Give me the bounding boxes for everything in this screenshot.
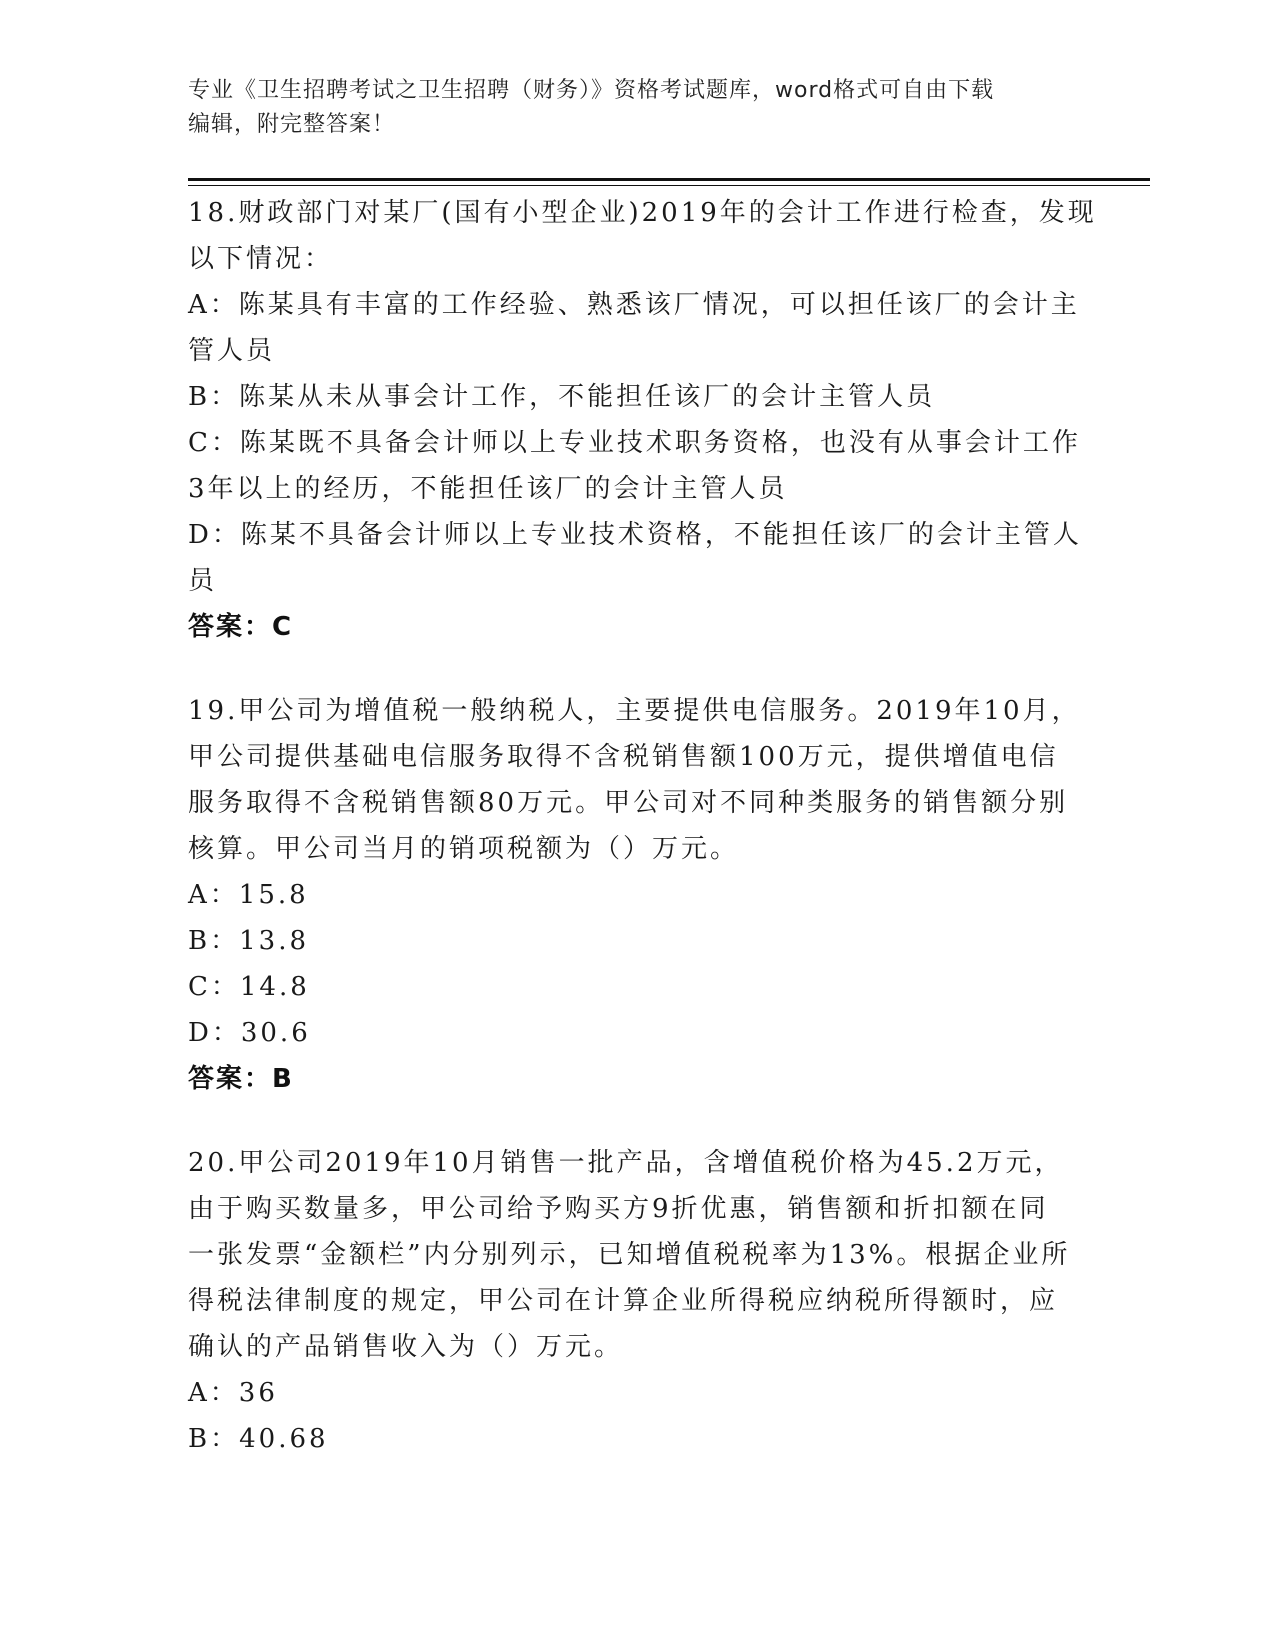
question-stem-line: 服务取得不含税销售额80万元。甲公司对不同种类服务的销售额分别: [188, 788, 1069, 818]
header-divider-thick: [188, 178, 1150, 181]
header-divider-thin: [188, 185, 1150, 186]
option-a: A：陈某具有丰富的工作经验、熟悉该厂情况，可以担任该厂的会计主: [188, 290, 1080, 320]
question-stem-line: 一张发票“金额栏”内分别列示，已知增值税税率为13%。根据企业所: [188, 1240, 1071, 1270]
question-stem-line: 20.甲公司2019年10月销售一批产品，含增值税价格为45.2万元，: [188, 1148, 1064, 1178]
option-b: B：13.8: [188, 926, 309, 956]
question-list: [188, 190, 1097, 1462]
question-stem-line: 核算。甲公司当月的销项税额为（）万元。: [188, 834, 740, 864]
option-c: C：陈某既不具备会计师以上专业技术职务资格，也没有从事会计工作: [188, 428, 1081, 458]
option-a-continued: 管人员: [188, 336, 276, 366]
option-a: A：36: [188, 1378, 278, 1408]
header-line: 编辑，附完整答案！: [188, 112, 396, 137]
option-d: D：30.6: [188, 1018, 311, 1048]
option-d-continued: 员: [188, 566, 218, 596]
option-b: B：40.68: [188, 1424, 329, 1454]
question-18: [188, 190, 1097, 650]
spacer: [188, 650, 1088, 688]
question-19: [188, 688, 1088, 1102]
question-stem-line: 19.甲公司为增值税一般纳税人，主要提供电信服务。2019年10月，: [188, 696, 1081, 726]
header-line: 专业《卫生招聘考试之卫生招聘（财务）》资格考试题库，word格式可自由下载: [188, 78, 995, 103]
option-b: B：陈某从未从事会计工作，不能担任该厂的会计主管人员: [188, 382, 936, 412]
answer-label: 答案：C: [188, 612, 294, 642]
option-c: C：14.8: [188, 972, 310, 1002]
question-stem-line: 确认的产品销售收入为（）万元。: [188, 1332, 624, 1362]
option-d: D：陈某不具备会计师以上专业技术资格，不能担任该厂的会计主管人: [188, 520, 1082, 550]
question-stem-line: 以下情况：: [188, 244, 334, 274]
option-c-continued: 3年以上的经历，不能担任该厂的会计主管人员: [188, 474, 788, 504]
question-20: [188, 1140, 1088, 1462]
question-stem-line: 18.财政部门对某厂(国有小型企业)2019年的会计工作进行检查，发现: [188, 198, 1097, 228]
answer-label: 答案：B: [188, 1064, 294, 1094]
option-a: A：15.8: [188, 880, 309, 910]
header-note: [188, 74, 1068, 142]
question-stem-line: 甲公司提供基础电信服务取得不含税销售额100万元，提供增值电信: [188, 742, 1059, 772]
question-stem-line: 由于购买数量多，甲公司给予购买方9折优惠，销售额和折扣额在同: [188, 1194, 1049, 1224]
question-stem-line: 得税法律制度的规定，甲公司在计算企业所得税应纳税所得额时，应: [188, 1286, 1059, 1316]
spacer: [188, 1102, 1088, 1140]
